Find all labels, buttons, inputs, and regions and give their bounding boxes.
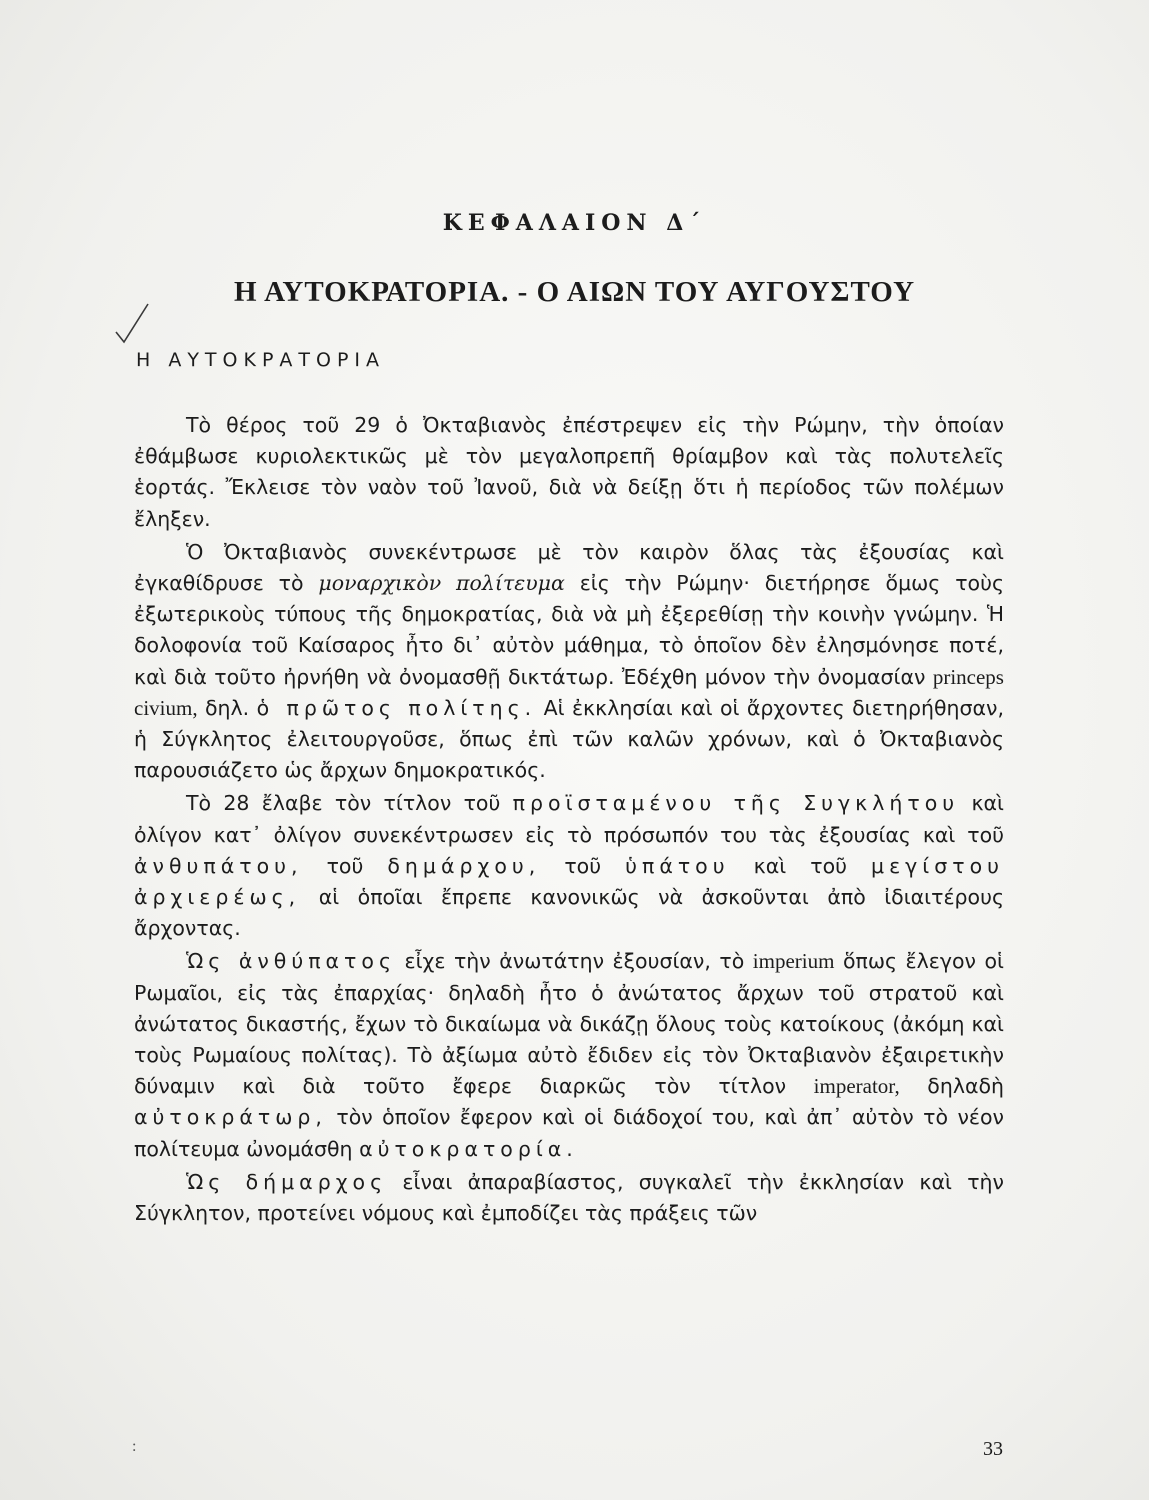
paragraph-1: Τὸ θέρος τοῦ 29 ὁ Ὀκταβιανὸς ἐπέστρεψεν εἰς τὴν Ρώμην, τὴν ὁποίαν ἐθάμβωσε κυριολεκτικῶς μὲ τὸν μεγαλοπρεπῆ θρίαμβον καὶ τὰς πολυτελεῖς ἑορτάς. Ἔκλεισε τὸν ναὸν τοῦ Ἰανοῦ, διὰ νὰ δείξῃ ὅτι ἡ περίοδος τῶν πολέμων ἔληξεν. (134, 413, 1004, 531)
text-run: δηλ. (204, 695, 250, 720)
spaced-text: Ὡς δήμαρχος (186, 1169, 388, 1194)
section-heading: Η ΑΥΤΟΚΡΑΤΟΡΙΑ (136, 349, 386, 371)
paragraph-4 (134, 946, 1004, 1164)
spaced-text: αὐτοκράτωρ, (134, 1105, 327, 1130)
spaced-text: ὁ πρῶτος πολίτης. (256, 695, 537, 720)
text-run: ὅπως ἔλεγον οἱ Ρωμαῖοι, εἰς τὰς ἐπαρχίας· δηλαδὴ ἦτο ὁ ἀνώτατος ἄρχων τοῦ στρατοῦ καὶ ἀνώτατος δικαστής, ἔχων τὸ δικαίωμα νὰ δικάζῃ ὅλους τοὺς κατοίκους (ἀκόμη καὶ τοὺς Ρωμαίους πολίτας). Τὸ ἀξίωμα αὐτὸ ἔδιδεν εἰς τὸν Ὀκταβιανὸν ἐξαιρετικὴν δύναμιν καὶ διὰ τοῦτο ἔφερε διαρκῶς τὸν τίτλον (134, 949, 1004, 1099)
text-run: αἱ ὁποῖαι ἔπρεπε κανονικῶς νὰ ἀσκοῦνται ἀπὸ ἰδιαιτέρους ἄρχοντας. (134, 885, 1004, 941)
paragraph-3 (134, 788, 1004, 944)
latin-term: princeps civium, (134, 664, 1004, 720)
margin-mark: : (132, 1438, 137, 1455)
latin-term: imperator, (813, 1074, 900, 1099)
text-run: Τὸ 28 ἔλαβε τὸν τίτλον τοῦ (186, 791, 501, 816)
spaced-text: ἀνθυπάτου, (134, 853, 303, 878)
latin-term: imperium (752, 949, 835, 974)
text-run: καὶ τοῦ (753, 853, 847, 878)
spaced-text: αὐτοκρατορία. (359, 1136, 578, 1161)
text-run: εἶναι ἀπαραβίαστος, συγκαλεῖ τὴν ἐκκλησίαν καὶ τὴν Σύγκλητον, προτείνει νόμους καὶ ἐμποδίζει τὰς πράξεις τῶν (134, 1169, 1004, 1226)
chapter-heading: ΚΕΦΑΛΑΙΟΝ Δ΄ (442, 210, 707, 236)
body-text (134, 410, 1004, 1231)
spaced-text: προϊσταμένου τῆς Συγκλήτου (512, 791, 960, 816)
text-run: καὶ ὀλίγον κατ᾽ ὀλίγον συνεκέντρωσεν εἰς τὸ πρόσωπόν του τὰς ἐξουσίας καὶ τοῦ (134, 791, 1004, 847)
page-number: 33 (983, 1438, 1003, 1460)
paragraph-2 (134, 537, 1004, 787)
text-run: Αἱ ἐκκλησίαι καὶ οἱ ἄρχοντες διετηρήθησαν, ἡ Σύγκλητος ἐλειτουργοῦσε, ὅπως ἐπὶ τῶν καλῶν χρόνων, καὶ ὁ Ὀκταβιανὸς παρουσιάζετο ὡς ἄρχων δημοκρατικός. (134, 695, 1004, 783)
paragraph-5 (134, 1167, 1004, 1229)
checkmark-icon (112, 300, 152, 350)
spaced-text: ὑπάτου (625, 853, 730, 878)
emphasis-text: μοναρχικὸν πολίτευμα (318, 571, 565, 596)
spaced-text: μεγίστου ἀρχιερέως, (134, 853, 1004, 910)
text-run: τὸν ὁποῖον ἔφερον καὶ οἱ διάδοχοί του, καὶ ἀπ᾽ αὐτὸν τὸ νέον πολίτευμα ὠνομάσθη (134, 1105, 1004, 1161)
text-run: τοῦ (326, 853, 364, 878)
text-run: εἰς τὴν Ρώμην· διετήρησε ὅμως τοὺς ἐξωτερικοὺς τύπους τῆς δημοκρατίας, διὰ νὰ μὴ ἐξερεθίσῃ τὴν κοινὴν γνώμην. Ἡ δολοφονία τοῦ Καίσαρος ἦτο δι᾽ αὐτὸν μάθημα, τὸ ὁποῖον δὲν ἐλησμόνησε ποτέ, καὶ διὰ τοῦτο ἠρνήθη νὰ ὀνομασθῇ δικτάτωρ. Ἐδέχθη μόνον τὴν ὀνομασίαν (134, 571, 1004, 689)
chapter-title: Η ΑΥΤΟΚΡΑΤΟΡΙΑ. - Ο ΑΙΩΝ ΤΟΥ ΑΥΓΟΥΣΤΟΥ (233, 276, 916, 308)
text-run: Ὁ Ὀκταβιανὸς συνεκέντρωσε μὲ τὸν καιρὸν ὅλας τὰς ἐξουσίας καὶ ἐγκαθίδρυσε τὸ (134, 539, 1004, 596)
text-run: τοῦ (564, 853, 602, 878)
spaced-text: δημάρχου, (387, 853, 541, 878)
spaced-text: Ὡς ἀνθύπατος (186, 949, 396, 974)
text-run: δηλαδὴ (927, 1074, 1004, 1099)
text-run: εἶχε τὴν ἀνωτάτην ἐξουσίαν, τὸ (404, 949, 745, 974)
